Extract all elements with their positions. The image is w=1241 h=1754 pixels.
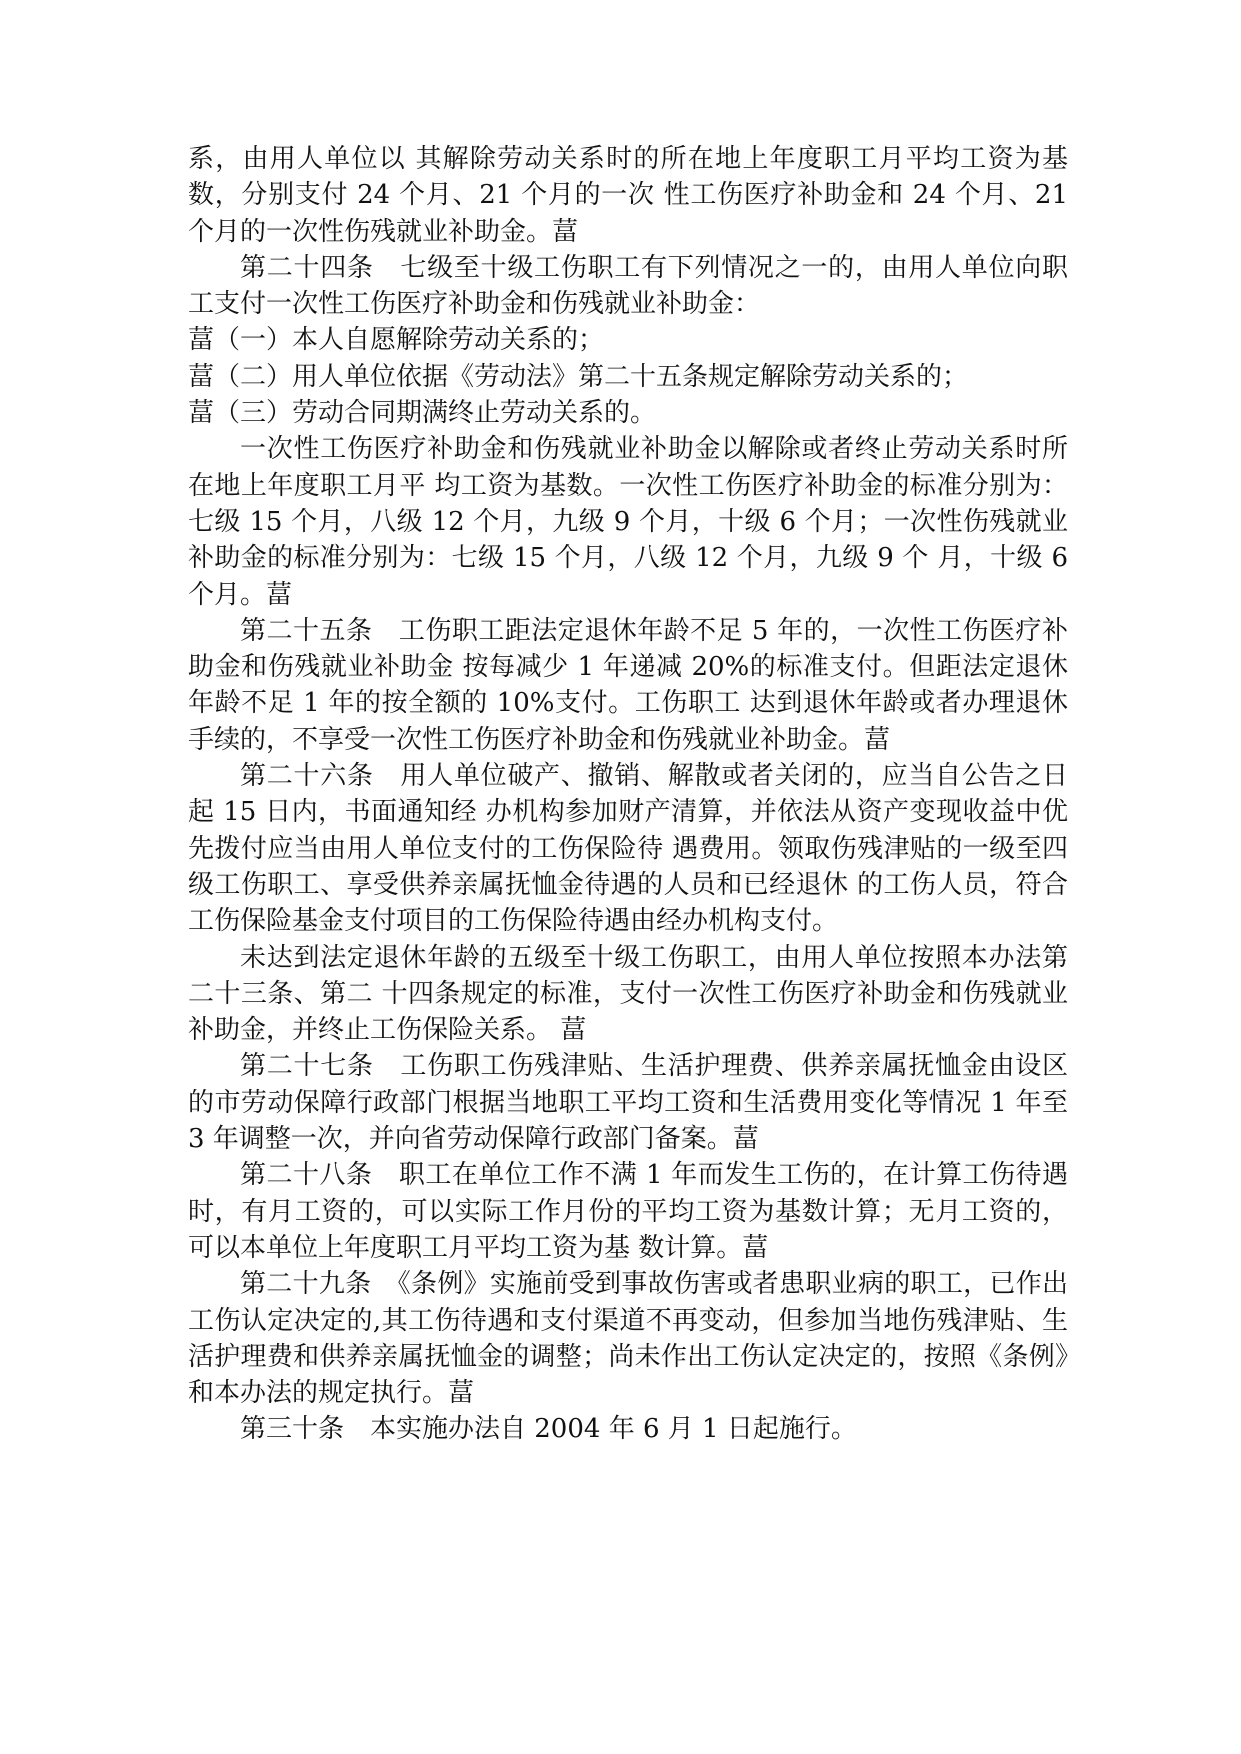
list-item-3: 葍（三）劳动合同期满终止劳动关系的。	[188, 398, 657, 429]
paragraph-article-27: 第二十七条 工伤职工伤残津贴、生活护理费、供养亲属抚恤金由设区的市劳动保障行政部门根据当地职工平均工资和生活费用变化等情况 1 年至 3 年调整一次，并向省劳动保障行政部门备案。葍	[188, 1051, 1068, 1155]
paragraph-article-28: 第二十八条 职工在单位工作不满 1 年而发生工伤的，在计算工伤待遇时，有月工资的，可以实际工作月份的平均工资为基数计算；无月工资的，可以本单位上年度职工月平均工资为基 数计算。葍	[188, 1160, 1068, 1263]
paragraph-article-30: 第三十条 本实施办法自 2004 年 6 月 1 日起施行。	[240, 1414, 857, 1445]
paragraph-subsidy-standard: 一次性工伤医疗补助金和伤残就业补助金以解除或者终止劳动关系时所在地上年度职工月平 均工资为基数。一次性工伤医疗补助金的标准分别为：七级 15 个月，八级 12 个月，九级 9 个月，十级 6 个月；一次性伤残就业补助金的标准分别为：七级 15 个月，八级 12 个月，九级 9 个 月，十级 6 个月。葍	[188, 434, 1068, 610]
list-item-2: 葍（二）用人单位依据《劳动法》第二十五条规定解除劳动关系的；	[188, 361, 969, 392]
list-item-1: 葍（一）本人自愿解除劳动关系的；	[188, 325, 605, 356]
paragraph-article-29: 第二十九条 《条例》实施前受到事故伤害或者患职业病的职工，已作出工伤认定决定的,其工伤待遇和支付渠道不再变动，但参加当地伤残津贴、生活护理费和供养亲属抚恤金的调整；尚未作出工伤认定决定的，按照《条例》和本办法的规定执行。葍	[188, 1269, 1069, 1409]
paragraph-article-26-cont: 未达到法定退休年龄的五级至十级工伤职工，由用人单位按照本办法第二十三条、第二 十四条规定的标准，支付一次性工伤医疗补助金和伤残就业补助金，并终止工伤保险关系。 葍	[188, 942, 1068, 1046]
paragraph-article-26: 第二十六条 用人单位破产、撤销、解散或者关闭的，应当自公告之日起 15 日内，书面通知经 办机构参加财产清算，并依法从资产变现收益中优先拨付应当由用人单位支付的工伤保险待 遇费用。领取伤残津贴的一级至四级工伤职工、享受供养亲属抚恤金待遇的人员和已经退休 的工伤人员，符合工伤保险基金支付项目的工伤保险待遇由经办机构支付。	[188, 761, 1068, 937]
paragraph-article-24: 第二十四条 七级至十级工伤职工有下列情况之一的，由用人单位向职 工支付一次性工伤医疗补助金和伤残就业补助金：	[188, 252, 1068, 320]
paragraph-article-25: 第二十五条 工伤职工距法定退休年龄不足 5 年的，一次性工伤医疗补助金和伤残就业补助金 按每减少 1 年递减 20%的标准支付。但距法定退休年龄不足 1 年的按全额的 10%支付。工伤职工 达到退休年龄或者办理退休手续的，不享受一次性工伤医疗补助金和伤残就业补助金。葍	[188, 615, 1068, 755]
document-page	[188, 141, 1068, 1448]
paragraph-1: 系，由用人单位以 其解除劳动关系时的所在地上年度职工月平均工资为基数，分别支付 24 个月、21 个月的一次 性工伤医疗补助金和 24 个月、21 个月的一次性伤残就业补助金。葍	[188, 144, 1068, 247]
